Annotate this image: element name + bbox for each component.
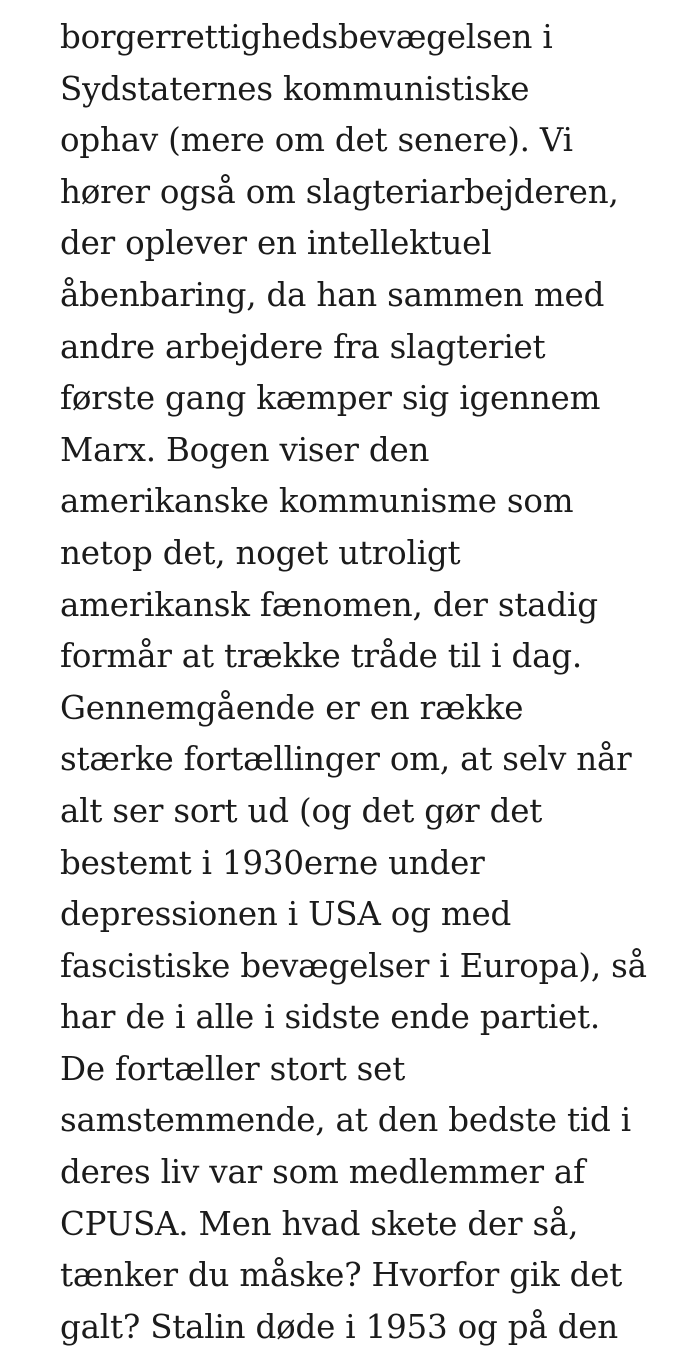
text-line: borgerrettighedsbevægelsen i — [60, 18, 553, 56]
text-line: depressionen i USA og med — [60, 895, 512, 934]
text-line: alt ser sort ud (og det gør det — [60, 791, 543, 830]
text-line: Gennemgående er en række — [60, 688, 524, 727]
text-line: CPUSA. Men hvad skete der så, — [60, 1204, 579, 1243]
text-line: bestemt i 1930erne under — [60, 843, 485, 882]
text-line: Sydstaternes kommunistiske — [60, 69, 530, 108]
text-line: første gang kæmper sig igennem — [60, 379, 601, 418]
text-line: galt? Stalin døde i 1953 og på den — [60, 1307, 619, 1346]
text-line: har de i alle i sidste ende partiet. — [60, 998, 601, 1037]
text-line: Marx. Bogen viser den — [60, 430, 430, 469]
text-line: De fortæller stort set — [60, 1049, 406, 1088]
text-line: amerikansk fænomen, der stadig — [60, 585, 598, 624]
text-line: åbenbaring, da han sammen med — [60, 275, 605, 314]
text-line: stærke fortællinger om, at selv når — [60, 740, 632, 779]
text-line: netop det, noget utroligt — [60, 533, 461, 572]
text-line: der oplever en intellektuel — [60, 224, 492, 263]
text-line: andre arbejdere fra slagteriet — [60, 327, 546, 366]
text-line: deres liv var som medlemmer af — [60, 1153, 585, 1192]
text-line: hører også om slagteriarbejderen, — [60, 172, 619, 211]
text-line: samstemmende, at den bedste tid i — [60, 1101, 631, 1140]
text-line: formår at trække tråde til i dag. — [60, 637, 583, 676]
text-line: ophav (mere om det senere). Vi — [60, 121, 573, 160]
article-body — [60, 12, 670, 1353]
text-line: amerikanske kommunisme som — [60, 482, 574, 521]
text-line: tænker du måske? Hvorfor gik det — [60, 1256, 623, 1295]
text-line: fascistiske bevægelser i Europa), så — [60, 946, 647, 985]
